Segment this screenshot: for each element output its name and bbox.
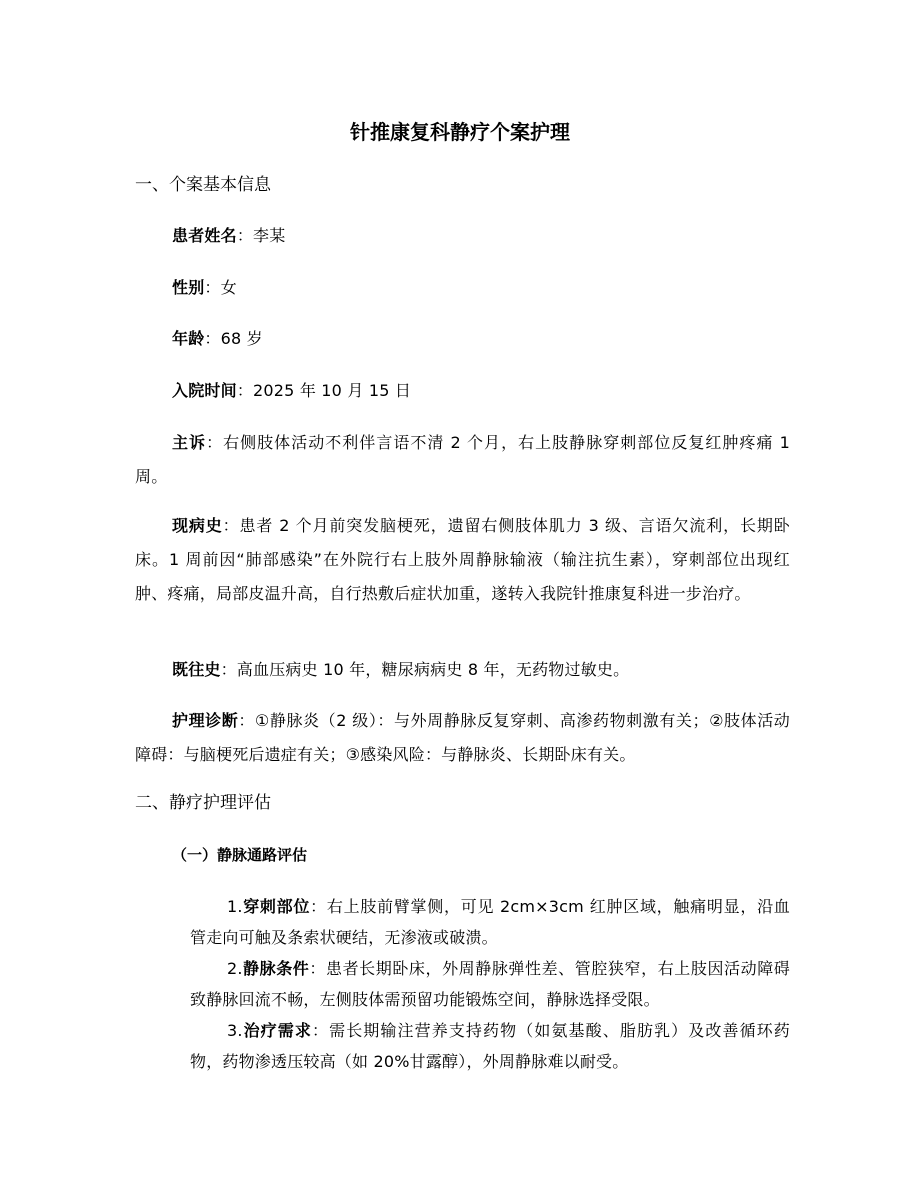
list-item-value: ：需长期输注营养支持药物（如氨基酸、脂肪乳）及改善循环药物，药物渗透压较高（如 20%甘露醇），外周静脉难以耐受。	[190, 1021, 790, 1071]
list-item-puncture-site	[190, 891, 790, 953]
field-value: ：右侧肢体活动不利伴言语不清 2 个月，右上肢静脉穿刺部位反复红肿疼痛 1 周。	[135, 433, 790, 486]
list-item-number: 2.	[227, 959, 243, 978]
field-value: ：女	[204, 278, 237, 297]
list-item-value: ：患者长期卧床，外周静脉弹性差、管腔狭窄，右上肢因活动障碍致静脉回流不畅，左侧肢体需预留功能锻炼空间，静脉选择受限。	[190, 959, 790, 1009]
document-title: 针推康复科静疗个案护理	[350, 120, 570, 144]
field-gender	[135, 275, 790, 301]
field-admission-date	[135, 378, 790, 404]
field-present-illness	[135, 509, 790, 611]
field-value: ：①静脉炎（2 级）：与外周静脉反复穿刺、高渗药物刺激有关；②肢体活动障碍：与脑梗死后遗症有关；③感染风险：与静脉炎、长期卧床有关。	[135, 711, 790, 764]
field-label: 既往史	[172, 660, 221, 679]
field-label: 患者姓名	[172, 226, 237, 245]
section-heading-basic-info: 一、个案基本信息	[135, 175, 271, 195]
list-item-value: ：右上肢前臂掌侧，可见 2cm×3cm 红肿区域，触痛明显，沿血管走向可触及条索状硬结，无渗液或破溃。	[190, 897, 790, 947]
field-nursing-diagnosis	[135, 704, 790, 772]
field-label: 性别	[172, 278, 205, 297]
list-item-number: 1.	[227, 897, 243, 916]
section-heading-assessment: 二、静疗护理评估	[135, 793, 271, 813]
field-value: ：2025 年 10 月 15 日	[236, 381, 412, 400]
field-value: ：李某	[236, 226, 286, 245]
field-label: 现病史	[172, 516, 223, 535]
list-item-treatment-needs	[190, 1015, 790, 1077]
field-chief-complaint	[135, 426, 790, 494]
field-label: 主诉	[172, 433, 207, 452]
subsection-heading-venous-access: （一）静脉通路评估	[172, 846, 308, 864]
field-value: ：患者 2 个月前突发脑梗死，遗留右侧肢体肌力 3 级、言语欠流利，长期卧床。1 周前因“肺部感染”在外院行右上肢外周静脉输液（输注抗生素），穿刺部位出现红肿、疼痛，局部皮温升高，自行热敷后症状加重，遂转入我院针推康复科进一步治疗。	[135, 516, 790, 603]
list-item-vein-condition	[190, 953, 790, 1015]
field-label: 入院时间	[172, 381, 237, 400]
field-past-history	[135, 657, 790, 683]
field-label: 年龄	[172, 329, 205, 348]
list-item-label: 治疗需求	[242, 1021, 312, 1040]
list-item-label: 穿刺部位	[242, 897, 311, 916]
field-age	[135, 326, 790, 352]
field-value: ：68 岁	[204, 329, 263, 348]
field-value: ：高血压病史 10 年，糖尿病病史 8 年，无药物过敏史。	[220, 660, 630, 679]
list-item-label: 静脉条件	[242, 959, 310, 978]
field-label: 护理诊断	[172, 711, 239, 730]
field-patient-name	[135, 223, 790, 249]
list-item-number: 3.	[227, 1021, 243, 1040]
